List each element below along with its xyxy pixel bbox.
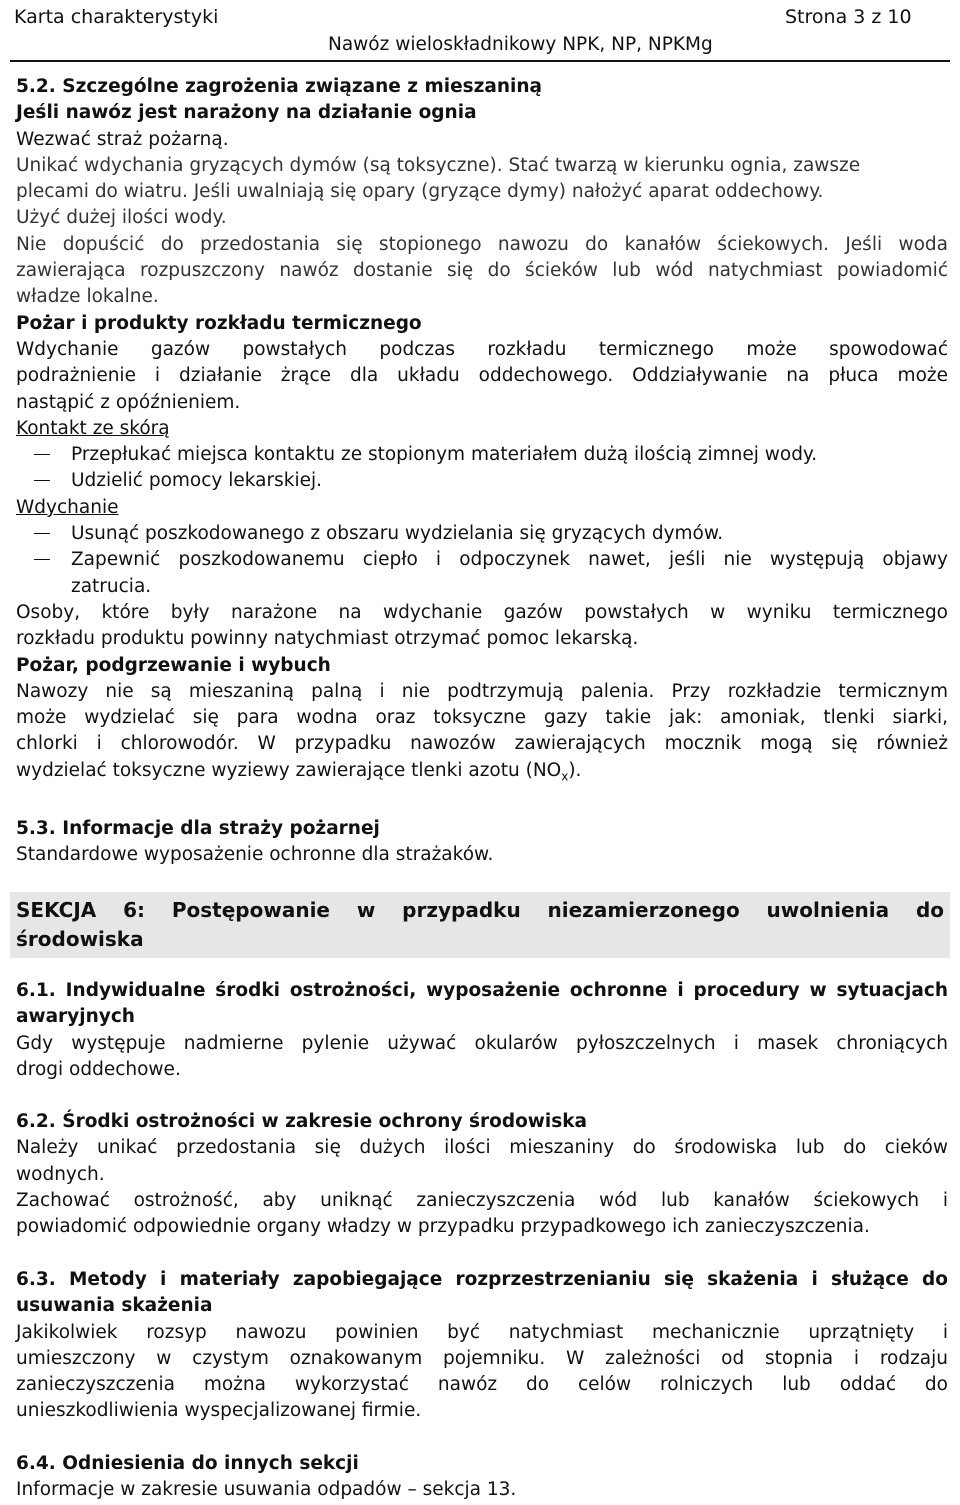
subheading: Pożar i produkty rozkładu termicznego xyxy=(16,312,422,334)
subheading: Kontakt ze skórą xyxy=(16,417,170,439)
section-heading: 6.2. Środki ostrożności w zakresie ochrony środowiska xyxy=(16,1111,588,1132)
product-name: Nawóz wieloskładnikowy NPK, NP, NPKMg xyxy=(328,34,713,55)
paragraph-line: Osoby, które były narażone na wdychanie gazów powstałych w wyniku termicznego xyxy=(16,601,948,623)
paragraph-line: chlorki i chlorowodór. W przypadku nawozów zawierających mocznik mogą się również xyxy=(16,733,948,755)
paragraph-line: podrażnienie i działanie żrące dla układu oddechowego. Oddziaływanie na płuca może xyxy=(16,365,948,387)
dash-bullet xyxy=(34,480,50,481)
list-item: Przepłukać miejsca kontaktu ze stopionym materiałem dużą ilością zimnej wody. xyxy=(16,442,948,468)
paragraph-line: nastąpić z opóźnieniem. xyxy=(16,391,241,413)
paragraph-line: zanieczyszczenia można wykorzystać nawóz do celów rolniczych lub oddać do xyxy=(16,1374,948,1396)
section-6-title-band xyxy=(10,892,950,958)
section-heading: 6.1. Indywidualne środki ostrożności, wyposażenie ochronne i procedury w sytuacjach xyxy=(16,980,948,1001)
page-header xyxy=(0,0,960,62)
paragraph-line: Nawozy nie są mieszaniną palną i nie podtrzymują palenia. Przy rozkładzie termicznym xyxy=(16,680,948,702)
section-6-4 xyxy=(16,1451,948,1504)
dash-bullet xyxy=(34,454,50,455)
subheading: Wdychanie xyxy=(16,496,119,518)
list-item: Usunąć poszkodowanego z obszaru wydzielania się gryzących dymów. xyxy=(16,521,948,547)
paragraph-line: wodnych. xyxy=(16,1163,105,1185)
paragraph-line: Należy unikać przedostania się dużych ilości mieszaniny do środowiska lub do cieków xyxy=(16,1137,948,1159)
paragraph-line: powiadomić odpowiednie organy władzy w przypadku przypadkowego ich zanieczyszczenia. xyxy=(16,1216,870,1238)
paragraph-line: Nie dopuścić do przedostania się stopionego nawozu do kanałów ściekowych. Jeśli woda xyxy=(16,233,948,255)
paragraph-line: Wezwać straż pożarną. xyxy=(16,128,229,150)
paragraph-line: Wdychanie gazów powstałych podczas rozkładu termicznego może spowodować xyxy=(16,338,948,360)
dash-bullet xyxy=(34,533,50,534)
section-title: SEKCJA 6: Postępowanie w przypadku niezamierzonego uwolnienia do środowiska xyxy=(16,898,944,951)
subheading: Pożar, podgrzewanie i wybuch xyxy=(16,654,331,676)
paragraph-line: Użyć dużej ilości wody. xyxy=(16,207,227,229)
paragraph-line: Informacje w zakresie usuwania odpadów – sekcja 13. xyxy=(16,1479,517,1501)
section-6-3 xyxy=(16,1267,948,1425)
document-type: Karta charakterystyki xyxy=(14,6,219,28)
header-divider xyxy=(10,60,950,62)
section-5-2 xyxy=(16,74,948,790)
section-heading: 5.2. Szczególne zagrożenia związane z mieszaniną xyxy=(16,76,543,97)
section-heading: 6.4. Odniesienia do innych sekcji xyxy=(16,1453,359,1474)
subheading: Jeśli nawóz jest narażony na działanie ognia xyxy=(16,102,477,124)
paragraph-line: Jakikolwiek rozsyp nawozu powinien być natychmiast mechanicznie uprzątnięty i xyxy=(16,1321,948,1343)
paragraph-line: Standardowe wyposażenie ochronne dla strażaków. xyxy=(16,844,494,866)
paragraph-line: unieszkodliwienia wyspecjalizowanej firmie. xyxy=(16,1400,422,1422)
section-5-3 xyxy=(16,816,948,869)
paragraph-line: umieszczony w czystym oznakowanym pojemniku. W zależności od stopnia i rodzaju xyxy=(16,1347,948,1369)
paragraph-line: Unikać wdychania gryzących dymów (są toksyczne). Stać twarzą w kierunku ognia, zawsze xyxy=(16,154,861,176)
paragraph-line: Zachować ostrożność, aby uniknąć zanieczyszczenia wód lub kanałów ściekowych i xyxy=(16,1189,948,1211)
paragraph-line: plecami do wiatru. Jeśli uwalniają się opary (gryzące dymy) nałożyć aparat oddechowy. xyxy=(16,181,824,203)
section-heading: usuwania skażenia xyxy=(16,1295,213,1317)
paragraph-line: Gdy występuje nadmierne pylenie używać okularów pyłoszczelnych i masek chroniących xyxy=(16,1032,948,1054)
paragraph-line: rozkładu produktu powinny natychmiast otrzymać pomoc lekarską. xyxy=(16,628,639,650)
section-6-1 xyxy=(16,978,948,1083)
paragraph-line: drogi oddechowe. xyxy=(16,1058,181,1080)
section-heading: 5.3. Informacje dla straży pożarnej xyxy=(16,818,380,839)
list-item-continuation: zatrucia. xyxy=(71,575,152,597)
paragraph-line: może wydzielać się para wodna oraz toksyczne gazy takie jak: amoniak, tlenki siarki, xyxy=(16,707,948,729)
page-number: Strona 3 z 10 xyxy=(785,6,912,28)
paragraph-line: zawierająca rozpuszczony nawóz dostanie się do ścieków lub wód natychmiast powiadomić xyxy=(16,260,948,282)
section-heading: 6.3. Metody i materiały zapobiegające rozprzestrzenianiu się skażenia i służące do xyxy=(16,1269,948,1290)
section-6-2 xyxy=(16,1109,948,1240)
list-item: Zapewnić poszkodowanemu ciepło i odpoczynek nawet, jeśli nie występują objawy xyxy=(16,547,948,573)
paragraph-line: władze lokalne. xyxy=(16,286,159,308)
dash-bullet xyxy=(34,559,50,560)
list-item: Udzielić pomocy lekarskiej. xyxy=(16,468,948,494)
paragraph-line: wydzielać toksyczne wyziewy zawierające tlenki azotu $(NO_x)$. xyxy=(16,759,582,784)
section-heading: awaryjnych xyxy=(16,1006,135,1028)
